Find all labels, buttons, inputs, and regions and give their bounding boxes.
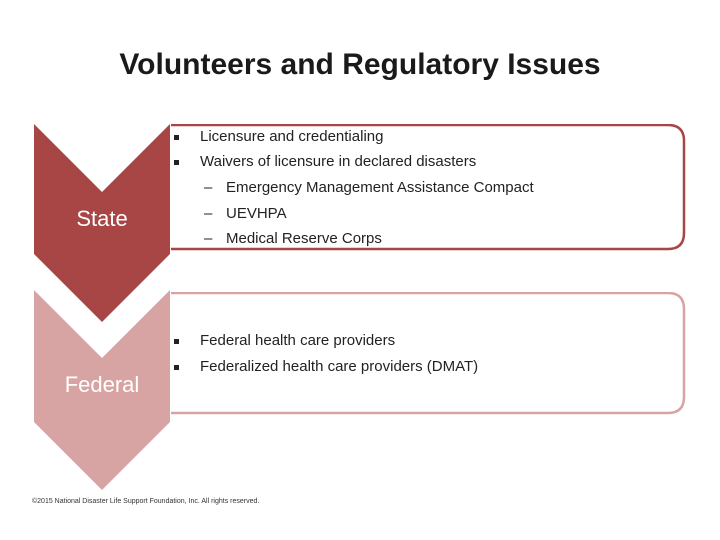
square-bullet-icon <box>174 365 179 370</box>
list-item: Licensure and credentialing <box>200 128 383 145</box>
square-bullet-icon <box>174 135 179 140</box>
chevron-label-federal: Federal <box>64 372 140 397</box>
dash-bullet-icon: – <box>204 205 213 222</box>
chevron-federal <box>34 290 170 490</box>
dash-bullet-icon: – <box>204 230 213 247</box>
panel-federal <box>170 292 684 414</box>
chevron-label-state: State <box>76 206 128 231</box>
panel-state <box>170 124 684 250</box>
list-item: – UEVHPA <box>204 205 287 222</box>
dash-bullet-icon: – <box>204 179 213 196</box>
square-bullet-icon <box>174 160 179 165</box>
slide-title: Volunteers and Regulatory Issues <box>119 48 601 81</box>
list-item: Waivers of licensure in declared disasters <box>200 153 476 170</box>
square-bullet-icon <box>174 339 179 344</box>
list-item: Federalized health care providers (DMAT) <box>200 358 478 375</box>
list-item: – Emergency Management Assistance Compact <box>204 179 534 196</box>
footer-copyright: ©2015 National Disaster Life Support Foundation, Inc. All rights reserved. <box>32 498 260 505</box>
list-item: – Medical Reserve Corps <box>204 230 382 247</box>
list-item: Federal health care providers <box>200 332 395 349</box>
